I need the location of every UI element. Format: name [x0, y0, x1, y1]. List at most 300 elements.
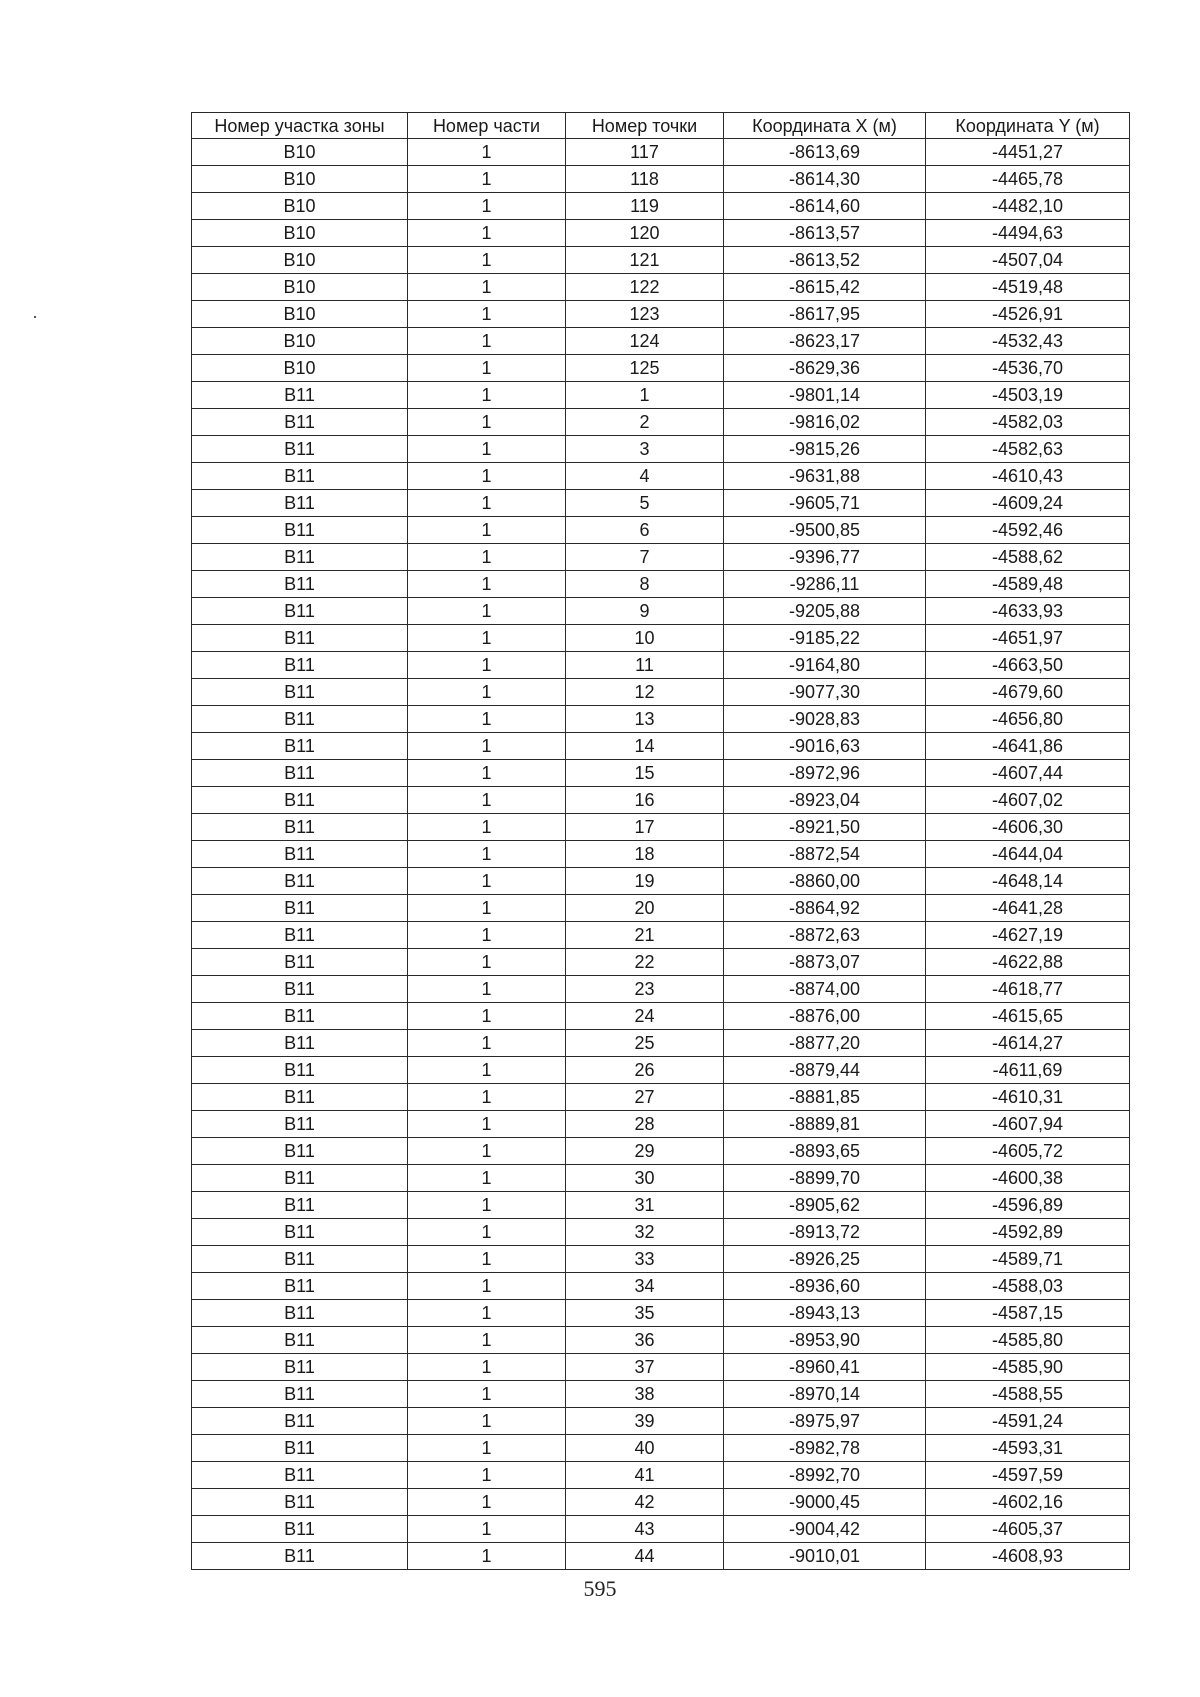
page-number: 595 [583, 1576, 617, 1601]
point-number-cell: 9 [566, 598, 724, 625]
zone-section-cell: В11 [192, 1057, 408, 1084]
coordinate-x-cell: -8617,95 [724, 301, 926, 328]
table-row [192, 193, 1130, 220]
coordinate-x-cell: -8860,00 [724, 868, 926, 895]
coordinates-table [191, 112, 1130, 1570]
coordinate-x-cell: -9801,14 [724, 382, 926, 409]
part-number-cell: 1 [408, 814, 566, 841]
point-number-cell: 29 [566, 1138, 724, 1165]
zone-section-cell: В11 [192, 652, 408, 679]
point-number-cell: 2 [566, 409, 724, 436]
coordinate-x-cell: -8864,92 [724, 895, 926, 922]
part-number-cell: 1 [408, 571, 566, 598]
coordinate-y-cell: -4615,65 [926, 1003, 1130, 1030]
coordinate-x-cell: -8893,65 [724, 1138, 926, 1165]
coordinate-y-cell: -4494,63 [926, 220, 1130, 247]
coordinate-y-cell: -4588,62 [926, 544, 1130, 571]
coordinate-y-cell: -4605,72 [926, 1138, 1130, 1165]
point-number-cell: 44 [566, 1543, 724, 1570]
table-row [192, 706, 1130, 733]
coordinate-y-cell: -4607,44 [926, 760, 1130, 787]
table-row [192, 1543, 1130, 1570]
part-number-cell: 1 [408, 1381, 566, 1408]
coordinate-y-cell: -4592,89 [926, 1219, 1130, 1246]
coordinate-y-cell: -4589,71 [926, 1246, 1130, 1273]
part-number-cell: 1 [408, 328, 566, 355]
zone-section-cell: В11 [192, 1543, 408, 1570]
point-number-cell: 38 [566, 1381, 724, 1408]
coordinate-x-cell: -8623,17 [724, 328, 926, 355]
part-number-cell: 1 [408, 1003, 566, 1030]
table-row [192, 1327, 1130, 1354]
part-number-cell: 1 [408, 1030, 566, 1057]
coordinate-y-cell: -4608,93 [926, 1543, 1130, 1570]
part-number-cell: 1 [408, 1273, 566, 1300]
part-number-cell: 1 [408, 598, 566, 625]
coordinate-x-cell: -9028,83 [724, 706, 926, 733]
zone-section-cell: В11 [192, 490, 408, 517]
point-number-cell: 12 [566, 679, 724, 706]
part-number-cell: 1 [408, 274, 566, 301]
part-number-cell: 1 [408, 1435, 566, 1462]
part-number-cell: 1 [408, 976, 566, 1003]
table-row [192, 1057, 1130, 1084]
zone-section-cell: В11 [192, 1192, 408, 1219]
table-body [192, 139, 1130, 1570]
zone-section-cell: В11 [192, 976, 408, 1003]
part-number-cell: 1 [408, 517, 566, 544]
coordinate-x-cell: -9164,80 [724, 652, 926, 679]
table-row [192, 517, 1130, 544]
point-number-cell: 18 [566, 841, 724, 868]
coordinate-x-cell: -9077,30 [724, 679, 926, 706]
zone-section-cell: В11 [192, 1381, 408, 1408]
table-row [192, 760, 1130, 787]
part-number-cell: 1 [408, 1327, 566, 1354]
point-number-cell: 8 [566, 571, 724, 598]
table-row [192, 625, 1130, 652]
zone-section-cell: В11 [192, 1435, 408, 1462]
table-row [192, 949, 1130, 976]
zone-section-cell: В11 [192, 1165, 408, 1192]
coordinate-y-cell: -4592,46 [926, 517, 1130, 544]
table-row [192, 544, 1130, 571]
point-number-cell: 19 [566, 868, 724, 895]
point-number-cell: 34 [566, 1273, 724, 1300]
part-number-cell: 1 [408, 490, 566, 517]
coordinate-x-cell: -8876,00 [724, 1003, 926, 1030]
coordinate-x-cell: -8913,72 [724, 1219, 926, 1246]
coordinate-x-cell: -8975,97 [724, 1408, 926, 1435]
header-coordinate-y: Координата Y (м) [926, 113, 1130, 139]
coordinate-x-cell: -8614,30 [724, 166, 926, 193]
coordinate-y-cell: -4641,86 [926, 733, 1130, 760]
table-row [192, 247, 1130, 274]
zone-section-cell: В11 [192, 841, 408, 868]
point-number-cell: 24 [566, 1003, 724, 1030]
coordinate-y-cell: -4532,43 [926, 328, 1130, 355]
zone-section-cell: В10 [192, 328, 408, 355]
part-number-cell: 1 [408, 1219, 566, 1246]
point-number-cell: 122 [566, 274, 724, 301]
table-row [192, 139, 1130, 166]
zone-section-cell: В11 [192, 1408, 408, 1435]
coordinate-y-cell: -4465,78 [926, 166, 1130, 193]
zone-section-cell: В10 [192, 301, 408, 328]
part-number-cell: 1 [408, 1246, 566, 1273]
header-point-number: Номер точки [566, 113, 724, 139]
zone-section-cell: В11 [192, 409, 408, 436]
coordinate-y-cell: -4600,38 [926, 1165, 1130, 1192]
part-number-cell: 1 [408, 436, 566, 463]
coordinate-y-cell: -4536,70 [926, 355, 1130, 382]
part-number-cell: 1 [408, 247, 566, 274]
table-row [192, 841, 1130, 868]
table-row [192, 679, 1130, 706]
zone-section-cell: В11 [192, 895, 408, 922]
point-number-cell: 23 [566, 976, 724, 1003]
point-number-cell: 25 [566, 1030, 724, 1057]
coordinate-x-cell: -8923,04 [724, 787, 926, 814]
coordinate-y-cell: -4607,94 [926, 1111, 1130, 1138]
zone-section-cell: В11 [192, 787, 408, 814]
coordinate-x-cell: -9605,71 [724, 490, 926, 517]
point-number-cell: 5 [566, 490, 724, 517]
header-zone-section: Номер участка зоны [192, 113, 408, 139]
coordinate-x-cell: -9500,85 [724, 517, 926, 544]
point-number-cell: 31 [566, 1192, 724, 1219]
zone-section-cell: В11 [192, 679, 408, 706]
coordinate-x-cell: -8953,90 [724, 1327, 926, 1354]
zone-section-cell: В10 [192, 220, 408, 247]
point-number-cell: 11 [566, 652, 724, 679]
coordinate-x-cell: -8943,13 [724, 1300, 926, 1327]
table-row [192, 1354, 1130, 1381]
coordinate-x-cell: -8872,63 [724, 922, 926, 949]
coordinate-x-cell: -8889,81 [724, 1111, 926, 1138]
zone-section-cell: В11 [192, 517, 408, 544]
coordinate-x-cell: -8972,96 [724, 760, 926, 787]
zone-section-cell: В11 [192, 463, 408, 490]
part-number-cell: 1 [408, 1516, 566, 1543]
coordinate-y-cell: -4609,24 [926, 490, 1130, 517]
coordinate-y-cell: -4582,03 [926, 409, 1130, 436]
zone-section-cell: В11 [192, 1138, 408, 1165]
coordinate-x-cell: -8874,00 [724, 976, 926, 1003]
point-number-cell: 14 [566, 733, 724, 760]
part-number-cell: 1 [408, 355, 566, 382]
coordinate-y-cell: -4591,24 [926, 1408, 1130, 1435]
coordinate-y-cell: -4606,30 [926, 814, 1130, 841]
table-row [192, 1030, 1130, 1057]
scan-speck [34, 316, 36, 318]
table-row [192, 1246, 1130, 1273]
table-row [192, 328, 1130, 355]
part-number-cell: 1 [408, 1300, 566, 1327]
point-number-cell: 119 [566, 193, 724, 220]
table-row [192, 1435, 1130, 1462]
point-number-cell: 21 [566, 922, 724, 949]
coordinate-x-cell: -8613,69 [724, 139, 926, 166]
coordinate-x-cell: -8613,52 [724, 247, 926, 274]
coordinate-y-cell: -4622,88 [926, 949, 1130, 976]
header-row [192, 113, 1130, 139]
zone-section-cell: В11 [192, 598, 408, 625]
point-number-cell: 36 [566, 1327, 724, 1354]
coordinate-x-cell: -8877,20 [724, 1030, 926, 1057]
coordinate-x-cell: -8970,14 [724, 1381, 926, 1408]
point-number-cell: 6 [566, 517, 724, 544]
part-number-cell: 1 [408, 193, 566, 220]
point-number-cell: 32 [566, 1219, 724, 1246]
table-row [192, 1381, 1130, 1408]
zone-section-cell: В11 [192, 1300, 408, 1327]
table-header [192, 113, 1130, 139]
coordinate-x-cell: -8881,85 [724, 1084, 926, 1111]
point-number-cell: 41 [566, 1462, 724, 1489]
table-row [192, 787, 1130, 814]
coordinate-x-cell: -8905,62 [724, 1192, 926, 1219]
zone-section-cell: В11 [192, 760, 408, 787]
part-number-cell: 1 [408, 1354, 566, 1381]
coordinate-y-cell: -4663,50 [926, 652, 1130, 679]
coordinate-x-cell: -9004,42 [724, 1516, 926, 1543]
zone-section-cell: В11 [192, 922, 408, 949]
coordinate-x-cell: -8873,07 [724, 949, 926, 976]
part-number-cell: 1 [408, 868, 566, 895]
coordinate-x-cell: -9396,77 [724, 544, 926, 571]
part-number-cell: 1 [408, 1489, 566, 1516]
table-row [192, 922, 1130, 949]
coordinate-y-cell: -4597,59 [926, 1462, 1130, 1489]
coordinate-x-cell: -8921,50 [724, 814, 926, 841]
coordinate-x-cell: -8629,36 [724, 355, 926, 382]
table-row [192, 976, 1130, 1003]
part-number-cell: 1 [408, 1408, 566, 1435]
zone-section-cell: В11 [192, 571, 408, 598]
zone-section-cell: В10 [192, 139, 408, 166]
point-number-cell: 22 [566, 949, 724, 976]
table-row [192, 1084, 1130, 1111]
zone-section-cell: В11 [192, 706, 408, 733]
table-row [192, 1300, 1130, 1327]
zone-section-cell: В10 [192, 247, 408, 274]
coordinate-y-cell: -4627,19 [926, 922, 1130, 949]
table-row [192, 220, 1130, 247]
table-row [192, 1516, 1130, 1543]
table-row [192, 409, 1130, 436]
table-row [192, 436, 1130, 463]
coordinate-y-cell: -4589,48 [926, 571, 1130, 598]
point-number-cell: 120 [566, 220, 724, 247]
point-number-cell: 118 [566, 166, 724, 193]
zone-section-cell: В11 [192, 814, 408, 841]
point-number-cell: 35 [566, 1300, 724, 1327]
coordinate-y-cell: -4610,31 [926, 1084, 1130, 1111]
coordinate-y-cell: -4582,63 [926, 436, 1130, 463]
coordinate-x-cell: -9816,02 [724, 409, 926, 436]
zone-section-cell: В11 [192, 949, 408, 976]
point-number-cell: 13 [566, 706, 724, 733]
part-number-cell: 1 [408, 1192, 566, 1219]
table-row [192, 1111, 1130, 1138]
point-number-cell: 43 [566, 1516, 724, 1543]
coordinate-x-cell: -9631,88 [724, 463, 926, 490]
part-number-cell: 1 [408, 895, 566, 922]
coordinate-y-cell: -4651,97 [926, 625, 1130, 652]
point-number-cell: 121 [566, 247, 724, 274]
point-number-cell: 28 [566, 1111, 724, 1138]
table-row [192, 166, 1130, 193]
point-number-cell: 3 [566, 436, 724, 463]
point-number-cell: 30 [566, 1165, 724, 1192]
coordinate-x-cell: -8614,60 [724, 193, 926, 220]
table-row [192, 355, 1130, 382]
point-number-cell: 10 [566, 625, 724, 652]
coordinate-x-cell: -8982,78 [724, 1435, 926, 1462]
part-number-cell: 1 [408, 1057, 566, 1084]
coordinate-x-cell: -8936,60 [724, 1273, 926, 1300]
coordinate-x-cell: -9010,01 [724, 1543, 926, 1570]
coordinate-y-cell: -4587,15 [926, 1300, 1130, 1327]
point-number-cell: 7 [566, 544, 724, 571]
coordinate-x-cell: -9815,26 [724, 436, 926, 463]
zone-section-cell: В10 [192, 193, 408, 220]
part-number-cell: 1 [408, 544, 566, 571]
table-row [192, 1462, 1130, 1489]
part-number-cell: 1 [408, 625, 566, 652]
part-number-cell: 1 [408, 409, 566, 436]
zone-section-cell: В11 [192, 544, 408, 571]
part-number-cell: 1 [408, 1165, 566, 1192]
table-row [192, 814, 1130, 841]
part-number-cell: 1 [408, 1462, 566, 1489]
coordinate-x-cell: -8960,41 [724, 1354, 926, 1381]
point-number-cell: 124 [566, 328, 724, 355]
coordinate-y-cell: -4588,55 [926, 1381, 1130, 1408]
zone-section-cell: В11 [192, 1327, 408, 1354]
coordinate-y-cell: -4585,80 [926, 1327, 1130, 1354]
zone-section-cell: В11 [192, 436, 408, 463]
coordinate-x-cell: -8926,25 [724, 1246, 926, 1273]
coordinate-y-cell: -4526,91 [926, 301, 1130, 328]
coordinate-y-cell: -4607,02 [926, 787, 1130, 814]
table-row [192, 598, 1130, 625]
table-row [192, 733, 1130, 760]
table-row [192, 463, 1130, 490]
table-row [192, 1273, 1130, 1300]
point-number-cell: 1 [566, 382, 724, 409]
header-coordinate-x: Координата X (м) [724, 113, 926, 139]
coordinate-y-cell: -4656,80 [926, 706, 1130, 733]
point-number-cell: 4 [566, 463, 724, 490]
point-number-cell: 42 [566, 1489, 724, 1516]
point-number-cell: 26 [566, 1057, 724, 1084]
point-number-cell: 123 [566, 301, 724, 328]
zone-section-cell: В11 [192, 1084, 408, 1111]
zone-section-cell: В10 [192, 166, 408, 193]
part-number-cell: 1 [408, 220, 566, 247]
zone-section-cell: В11 [192, 1516, 408, 1543]
point-number-cell: 17 [566, 814, 724, 841]
coordinate-y-cell: -4585,90 [926, 1354, 1130, 1381]
part-number-cell: 1 [408, 1543, 566, 1570]
coordinate-y-cell: -4648,14 [926, 868, 1130, 895]
table-row [192, 1408, 1130, 1435]
coordinate-x-cell: -9016,63 [724, 733, 926, 760]
coordinate-y-cell: -4596,89 [926, 1192, 1130, 1219]
part-number-cell: 1 [408, 706, 566, 733]
table-row [192, 1219, 1130, 1246]
zone-section-cell: В11 [192, 1354, 408, 1381]
header-part-number: Номер части [408, 113, 566, 139]
coordinate-x-cell: -9000,45 [724, 1489, 926, 1516]
part-number-cell: 1 [408, 1084, 566, 1111]
table-row [192, 652, 1130, 679]
part-number-cell: 1 [408, 382, 566, 409]
table-row [192, 571, 1130, 598]
coordinate-y-cell: -4519,48 [926, 274, 1130, 301]
part-number-cell: 1 [408, 922, 566, 949]
part-number-cell: 1 [408, 139, 566, 166]
table-row [192, 490, 1130, 517]
zone-section-cell: В11 [192, 1462, 408, 1489]
part-number-cell: 1 [408, 679, 566, 706]
zone-section-cell: В10 [192, 274, 408, 301]
coordinate-x-cell: -8992,70 [724, 1462, 926, 1489]
point-number-cell: 40 [566, 1435, 724, 1462]
coordinate-x-cell: -9185,22 [724, 625, 926, 652]
point-number-cell: 37 [566, 1354, 724, 1381]
coordinate-y-cell: -4482,10 [926, 193, 1130, 220]
coordinate-x-cell: -9286,11 [724, 571, 926, 598]
coordinate-y-cell: -4602,16 [926, 1489, 1130, 1516]
table-row [192, 301, 1130, 328]
zone-section-cell: В11 [192, 1273, 408, 1300]
coordinate-y-cell: -4614,27 [926, 1030, 1130, 1057]
part-number-cell: 1 [408, 949, 566, 976]
coordinate-x-cell: -8879,44 [724, 1057, 926, 1084]
point-number-cell: 39 [566, 1408, 724, 1435]
table-row [192, 1003, 1130, 1030]
point-number-cell: 117 [566, 139, 724, 166]
table-row [192, 274, 1130, 301]
zone-section-cell: В11 [192, 1030, 408, 1057]
part-number-cell: 1 [408, 166, 566, 193]
coordinate-y-cell: -4618,77 [926, 976, 1130, 1003]
zone-section-cell: В11 [192, 868, 408, 895]
part-number-cell: 1 [408, 733, 566, 760]
table-row [192, 1138, 1130, 1165]
part-number-cell: 1 [408, 463, 566, 490]
table-row [192, 895, 1130, 922]
coordinate-x-cell: -9205,88 [724, 598, 926, 625]
table-row [192, 382, 1130, 409]
table-row [192, 1489, 1130, 1516]
point-number-cell: 20 [566, 895, 724, 922]
coordinate-y-cell: -4451,27 [926, 139, 1130, 166]
point-number-cell: 33 [566, 1246, 724, 1273]
zone-section-cell: В11 [192, 625, 408, 652]
point-number-cell: 16 [566, 787, 724, 814]
table-row [192, 1165, 1130, 1192]
coordinate-y-cell: -4503,19 [926, 382, 1130, 409]
coordinate-y-cell: -4610,43 [926, 463, 1130, 490]
zone-section-cell: В11 [192, 1489, 408, 1516]
zone-section-cell: В11 [192, 1003, 408, 1030]
point-number-cell: 15 [566, 760, 724, 787]
coordinate-x-cell: -8899,70 [724, 1165, 926, 1192]
